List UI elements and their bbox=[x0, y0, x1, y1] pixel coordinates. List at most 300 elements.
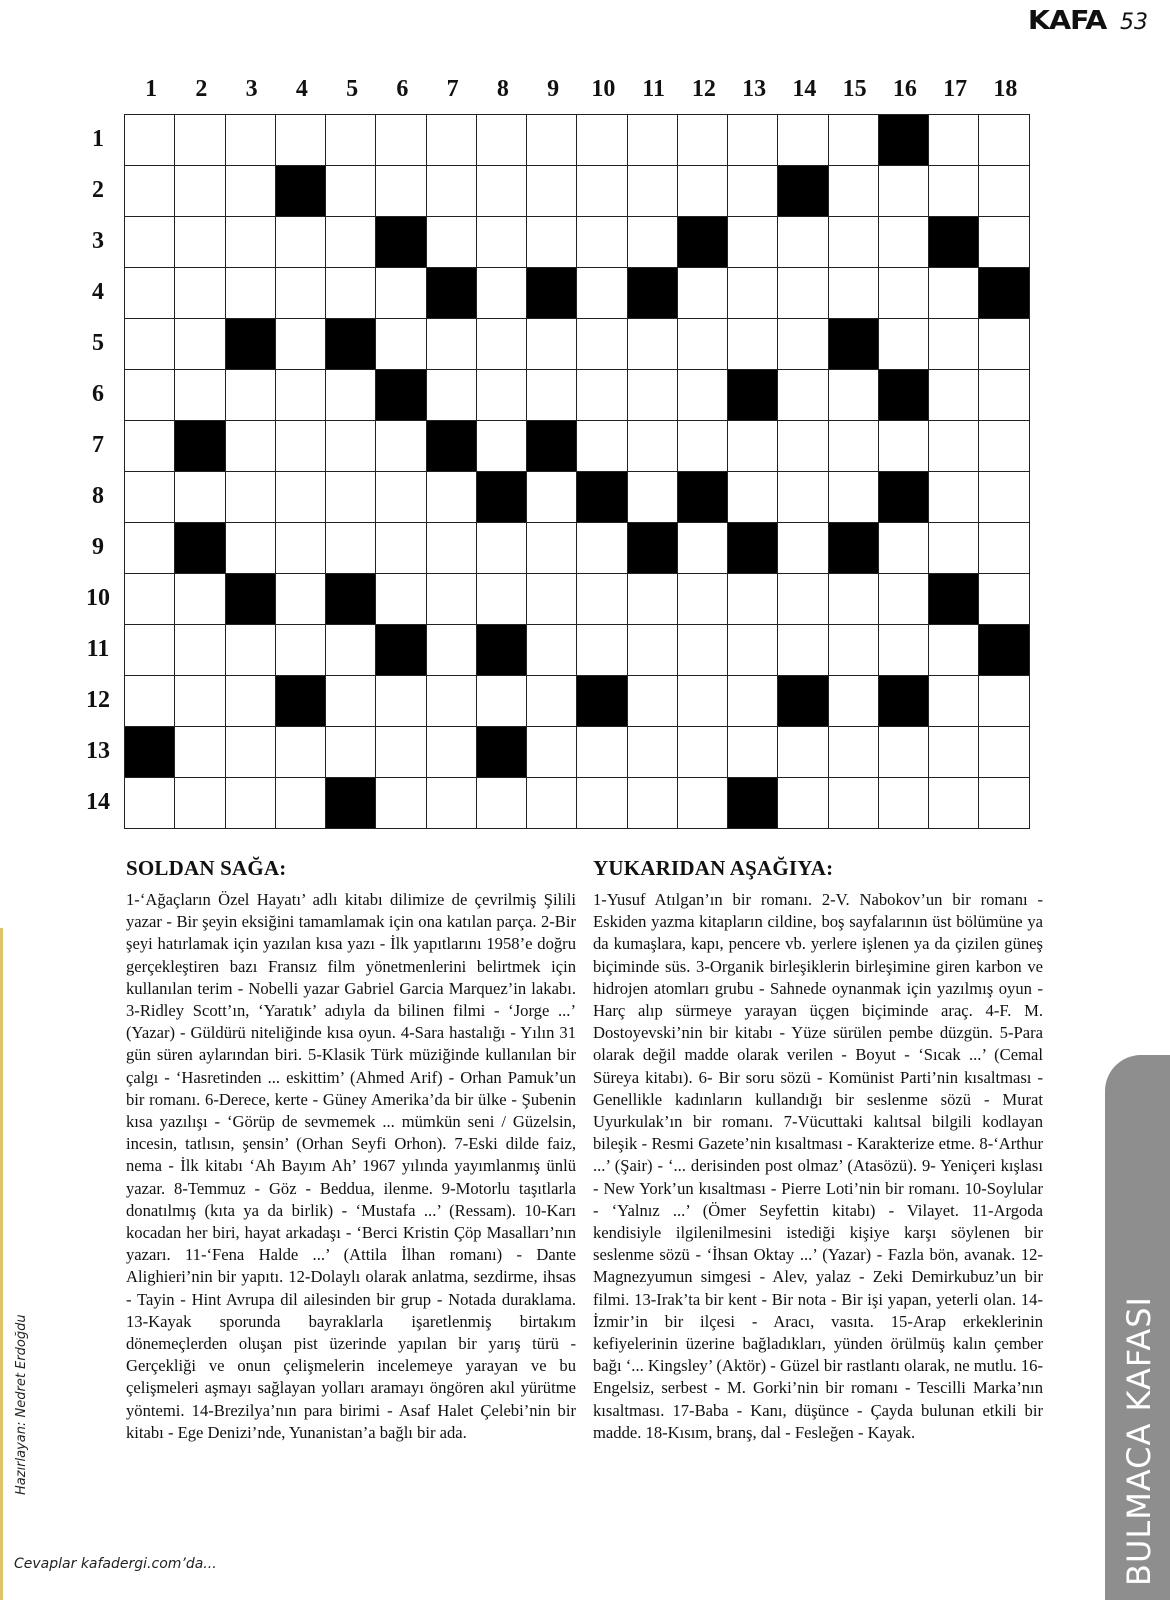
answer-cell[interactable] bbox=[979, 217, 1029, 268]
author-credit: Hazırlayan: Nedret Erdoğdu bbox=[14, 1314, 29, 1495]
black-cell bbox=[929, 217, 979, 268]
answer-cell[interactable] bbox=[678, 421, 728, 472]
row-number: 7 bbox=[92, 432, 104, 458]
black-cell bbox=[175, 523, 225, 574]
black-cell bbox=[678, 472, 728, 523]
answer-cell[interactable] bbox=[879, 523, 929, 574]
answer-cell[interactable] bbox=[276, 370, 326, 421]
black-cell bbox=[276, 676, 326, 727]
column-number: 5 bbox=[346, 76, 359, 102]
column-number: 18 bbox=[993, 76, 1018, 102]
answer-cell[interactable] bbox=[979, 421, 1029, 472]
black-cell bbox=[527, 268, 577, 319]
answer-cell[interactable] bbox=[879, 421, 929, 472]
answer-cell[interactable] bbox=[326, 625, 376, 676]
answer-cell[interactable] bbox=[226, 268, 276, 319]
answer-cell[interactable] bbox=[427, 574, 477, 625]
column-number: 13 bbox=[742, 76, 767, 102]
answer-cell[interactable] bbox=[477, 778, 527, 829]
answer-cell[interactable] bbox=[326, 268, 376, 319]
down-clues bbox=[593, 856, 1043, 1444]
answer-cell[interactable] bbox=[276, 421, 326, 472]
answer-cell[interactable] bbox=[577, 778, 627, 829]
answer-cell[interactable] bbox=[778, 523, 828, 574]
column-number: 10 bbox=[591, 76, 616, 102]
row-number: 14 bbox=[86, 789, 110, 815]
answer-cell[interactable] bbox=[477, 421, 527, 472]
answer-cell[interactable] bbox=[175, 268, 225, 319]
answer-cell[interactable] bbox=[175, 676, 225, 727]
row-number: 2 bbox=[92, 177, 104, 203]
answer-cell[interactable] bbox=[477, 268, 527, 319]
answer-cell[interactable] bbox=[527, 370, 577, 421]
answer-cell[interactable] bbox=[829, 625, 879, 676]
answer-cell[interactable] bbox=[829, 166, 879, 217]
answer-cell[interactable] bbox=[929, 676, 979, 727]
answer-cell[interactable] bbox=[226, 625, 276, 676]
answer-cell[interactable] bbox=[326, 523, 376, 574]
answer-cell[interactable] bbox=[979, 727, 1029, 778]
answer-cell[interactable] bbox=[728, 268, 778, 319]
answer-cell[interactable] bbox=[477, 574, 527, 625]
page-edge-accent bbox=[0, 928, 3, 1600]
answer-cell[interactable] bbox=[678, 625, 728, 676]
row-number: 9 bbox=[92, 534, 104, 560]
masthead bbox=[1027, 6, 1148, 36]
answer-cell[interactable] bbox=[527, 523, 577, 574]
answer-cell[interactable] bbox=[376, 727, 426, 778]
black-cell bbox=[879, 115, 929, 166]
answer-cell[interactable] bbox=[929, 421, 979, 472]
answer-cell[interactable] bbox=[427, 676, 477, 727]
answer-cell[interactable] bbox=[175, 778, 225, 829]
black-cell bbox=[929, 574, 979, 625]
answer-cell[interactable] bbox=[125, 523, 175, 574]
answer-cell[interactable] bbox=[879, 217, 929, 268]
answer-cell[interactable] bbox=[829, 370, 879, 421]
answer-cell[interactable] bbox=[427, 523, 477, 574]
answer-cell[interactable] bbox=[125, 778, 175, 829]
answer-cell[interactable] bbox=[175, 472, 225, 523]
answer-cell[interactable] bbox=[326, 115, 376, 166]
answer-cell[interactable] bbox=[427, 319, 477, 370]
black-cell bbox=[678, 217, 728, 268]
answer-cell[interactable] bbox=[778, 217, 828, 268]
answer-cell[interactable] bbox=[778, 115, 828, 166]
answer-cell[interactable] bbox=[276, 115, 326, 166]
answer-cell[interactable] bbox=[829, 676, 879, 727]
answer-cell[interactable] bbox=[728, 421, 778, 472]
black-cell bbox=[778, 676, 828, 727]
answer-cell[interactable] bbox=[376, 778, 426, 829]
answer-cell[interactable] bbox=[879, 727, 929, 778]
answer-cell[interactable] bbox=[929, 166, 979, 217]
answer-cell[interactable] bbox=[175, 319, 225, 370]
answer-cell[interactable] bbox=[477, 217, 527, 268]
answer-cell[interactable] bbox=[577, 166, 627, 217]
answer-cell[interactable] bbox=[778, 370, 828, 421]
across-clues bbox=[126, 856, 576, 1444]
answer-cell[interactable] bbox=[929, 370, 979, 421]
answer-cell[interactable] bbox=[175, 370, 225, 421]
answer-cell[interactable] bbox=[226, 778, 276, 829]
answer-cell[interactable] bbox=[829, 778, 879, 829]
black-cell bbox=[376, 625, 426, 676]
black-cell bbox=[577, 472, 627, 523]
answer-cell[interactable] bbox=[326, 676, 376, 727]
answer-cell[interactable] bbox=[979, 472, 1029, 523]
answer-cell[interactable] bbox=[577, 268, 627, 319]
black-cell bbox=[477, 727, 527, 778]
answer-cell[interactable] bbox=[125, 625, 175, 676]
answer-cell[interactable] bbox=[778, 574, 828, 625]
answer-cell[interactable] bbox=[175, 217, 225, 268]
answer-cell[interactable] bbox=[376, 319, 426, 370]
answer-cell[interactable] bbox=[678, 370, 728, 421]
answer-cell[interactable] bbox=[577, 625, 627, 676]
row-number: 13 bbox=[86, 738, 110, 764]
answer-cell[interactable] bbox=[477, 676, 527, 727]
answer-cell[interactable] bbox=[527, 676, 577, 727]
black-cell bbox=[628, 268, 678, 319]
answer-cell[interactable] bbox=[527, 625, 577, 676]
answer-cell[interactable] bbox=[728, 115, 778, 166]
row-number: 10 bbox=[86, 585, 110, 611]
answer-cell[interactable] bbox=[276, 472, 326, 523]
answer-cell[interactable] bbox=[376, 421, 426, 472]
answer-cell[interactable] bbox=[879, 625, 929, 676]
answer-cell[interactable] bbox=[125, 217, 175, 268]
black-cell bbox=[979, 625, 1029, 676]
answer-cell[interactable] bbox=[125, 370, 175, 421]
answer-cell[interactable] bbox=[276, 217, 326, 268]
answer-cell[interactable] bbox=[427, 370, 477, 421]
column-number: 9 bbox=[547, 76, 560, 102]
answer-cell[interactable] bbox=[276, 268, 326, 319]
answer-cell[interactable] bbox=[376, 523, 426, 574]
answer-cell[interactable] bbox=[427, 727, 477, 778]
answer-cell[interactable] bbox=[778, 268, 828, 319]
answer-cell[interactable] bbox=[879, 778, 929, 829]
answer-cell[interactable] bbox=[628, 217, 678, 268]
black-cell bbox=[979, 268, 1029, 319]
answer-cell[interactable] bbox=[628, 676, 678, 727]
answer-cell[interactable] bbox=[728, 217, 778, 268]
black-cell bbox=[326, 319, 376, 370]
answer-cell[interactable] bbox=[175, 574, 225, 625]
answer-cell[interactable] bbox=[628, 778, 678, 829]
answer-cell[interactable] bbox=[175, 115, 225, 166]
answer-cell[interactable] bbox=[628, 574, 678, 625]
answer-cell[interactable] bbox=[376, 676, 426, 727]
answer-cell[interactable] bbox=[678, 115, 728, 166]
answer-cell[interactable] bbox=[728, 676, 778, 727]
answer-cell[interactable] bbox=[929, 472, 979, 523]
answer-cell[interactable] bbox=[427, 115, 477, 166]
black-cell bbox=[577, 676, 627, 727]
black-cell bbox=[477, 472, 527, 523]
answer-cell[interactable] bbox=[175, 625, 225, 676]
answer-cell[interactable] bbox=[527, 472, 577, 523]
answer-cell[interactable] bbox=[879, 166, 929, 217]
answer-cell[interactable] bbox=[678, 166, 728, 217]
answer-cell[interactable] bbox=[678, 778, 728, 829]
across-clue-text: 1-‘Ağaçların Özel Hayatı’ adlı kitabı dilimize de çevrilmiş Şilili yazar - Bir şeyin eksiğini tamamlamak için ona katılan parça. 2-Bir şeyi hatırlamak için yazılan kısa yazı - İlk yapıtlarını 1958’e doğru gerçekleştiren bazı Fransız film yönetmenlerini belirtmek için kullanılan terim - Nobelli yazar Gabriel Garcia Marquez’in lakabı. 3-Ridley Scott’ın, ‘Yaratık’ adıyla da bilinen filmi - ‘Jorge ...’ (Yazar) - Güldürü niteliğinde kısa oyun. 4-Sara hastalığı - Yılın 31 gün süren aylarından biri. 5-Klasik Türk müziğinde kullanılan bir çalgı - ‘Hasretinden ... eskittim’ (Ahmed Arif) - Orhan Pamuk’un bir romanı. 6-Derece, kerte - Güney Amerika’da bir ülke - Şubenin kısa yazılışı - ‘Görüp de sevmemek ... mümkün seni / Güzelsin, incesin, tatlısın, şensin’ (Orhan Seyfi Orhon). 7-Eski dilde faiz, nema - İlk kitabı ‘Ah Bayım Ah’ 1967 yılında yayımlanmış ünlü yazar. 8-Temmuz - Göz - Beddua, ilenme. 9-Motorlu taşıtlarla donatılmış (kıta ya da birlik) - ‘Mustafa ...’ (Ressam). 10-Karı kocadan her biri, hayat arkadaşı - ‘Berci Kristin Çöp Masalları’nın yazarı. 11-‘Fena Halde ...’ (Attila İlhan romanı) - Dante Alighieri’nin bir yapıtı. 12-Dolaylı olarak anlatma, sezdirme, ihsas - Tayin - Hint Avrupa dil ailesinden bir grup - Notada duraklama. 13-Kayak sporunda bayraklarla işaretlenmiş birtakım dönemeçlerden oluşan pist üzerinde yapılan bir yarış türü - Gerçekliği ve onun çelişmelerin incelemeye yarayan ve bu çelişmeleri aşmayı sağlayan yolları aramayı öngören akıl yürütme yöntemi. 14-Brezilya’nın para birimi - Asaf Halet Çelebi’nin bir kitabı - Ege Denizi’nde, Yunanistan’a bağlı bir ada. bbox=[126, 890, 576, 1442]
answer-cell[interactable] bbox=[678, 727, 728, 778]
answer-cell[interactable] bbox=[577, 370, 627, 421]
black-cell bbox=[879, 472, 929, 523]
answer-cell[interactable] bbox=[527, 217, 577, 268]
answer-cell[interactable] bbox=[527, 319, 577, 370]
answer-cell[interactable] bbox=[125, 115, 175, 166]
answer-cell[interactable] bbox=[427, 778, 477, 829]
black-cell bbox=[728, 778, 778, 829]
black-cell bbox=[427, 268, 477, 319]
black-cell bbox=[829, 319, 879, 370]
answer-cell[interactable] bbox=[979, 115, 1029, 166]
black-cell bbox=[778, 166, 828, 217]
column-number: 15 bbox=[842, 76, 867, 102]
answer-cell[interactable] bbox=[728, 166, 778, 217]
answer-cell[interactable] bbox=[125, 166, 175, 217]
black-cell bbox=[376, 217, 426, 268]
column-number: 8 bbox=[496, 76, 509, 102]
column-number: 3 bbox=[245, 76, 258, 102]
answers-note: Cevaplar kafadergi.com’da... bbox=[14, 1556, 217, 1572]
answer-cell[interactable] bbox=[125, 676, 175, 727]
answer-cell[interactable] bbox=[226, 166, 276, 217]
answer-cell[interactable] bbox=[628, 319, 678, 370]
side-tab-label: BULMACA KAFASI bbox=[1120, 1296, 1158, 1586]
across-title: SOLDAN SAĞA: bbox=[126, 856, 287, 880]
answer-cell[interactable] bbox=[226, 115, 276, 166]
column-number: 6 bbox=[396, 76, 409, 102]
answer-cell[interactable] bbox=[577, 574, 627, 625]
answer-cell[interactable] bbox=[376, 115, 426, 166]
answer-cell[interactable] bbox=[628, 472, 678, 523]
answer-cell[interactable] bbox=[778, 421, 828, 472]
answer-cell[interactable] bbox=[778, 625, 828, 676]
answer-cell[interactable] bbox=[929, 268, 979, 319]
answer-cell[interactable] bbox=[778, 778, 828, 829]
answer-cell[interactable] bbox=[829, 574, 879, 625]
magazine-logo: KAFA bbox=[1027, 6, 1106, 36]
column-number: 14 bbox=[792, 76, 817, 102]
answer-cell[interactable] bbox=[527, 574, 577, 625]
row-number: 4 bbox=[92, 279, 104, 305]
column-number: 12 bbox=[691, 76, 716, 102]
answer-cell[interactable] bbox=[477, 523, 527, 574]
answer-cell[interactable] bbox=[125, 319, 175, 370]
answer-cell[interactable] bbox=[226, 421, 276, 472]
column-numbers bbox=[126, 76, 1031, 103]
answer-cell[interactable] bbox=[678, 523, 728, 574]
answer-cell[interactable] bbox=[628, 115, 678, 166]
answer-cell[interactable] bbox=[276, 574, 326, 625]
answer-cell[interactable] bbox=[979, 523, 1029, 574]
answer-cell[interactable] bbox=[276, 727, 326, 778]
column-number: 7 bbox=[446, 76, 459, 102]
answer-cell[interactable] bbox=[929, 523, 979, 574]
answer-cell[interactable] bbox=[326, 472, 376, 523]
answer-cell[interactable] bbox=[929, 778, 979, 829]
answer-cell[interactable] bbox=[979, 370, 1029, 421]
answer-cell[interactable] bbox=[477, 115, 527, 166]
black-cell bbox=[879, 370, 929, 421]
answer-cell[interactable] bbox=[979, 778, 1029, 829]
answer-cell[interactable] bbox=[125, 268, 175, 319]
answer-cell[interactable] bbox=[577, 319, 627, 370]
page-number: 53 bbox=[1120, 10, 1148, 35]
answer-cell[interactable] bbox=[276, 778, 326, 829]
answer-cell[interactable] bbox=[628, 421, 678, 472]
answer-cell[interactable] bbox=[628, 625, 678, 676]
down-clue-text: 1-Yusuf Atılgan’ın bir romanı. 2-V. Nabokov’un bir romanı - Eskiden yazma kitapların cildine, boş sayfalarının üst bölümüne ya da kumaşlara, kapı, pencere vb. yerlere işlenen ya da çizilen güneş biçiminde süs. 3-Organik birleşiklerin birleşimine giren karbon ve hidrojen atomları grubu - Sahnede oynanmak için yazılmış oyun - Harç alıp sürmeye yarayan üçgen biçiminde araç. 4-F. M. Dostoyevski’nin bir kitabı - Yüze sürülen pembe düzgün. 5-Para olarak değil madde olarak verilen - Boyut - ‘Sıcak ...’ (Cemal Süreya kitabı). 6- Bir soru sözü - Komünist Parti’nin kısaltması - Genellikle kadınların kullandığı bir seslenme sözü - Murat Uyurkulak’ın bir romanı. 7-Vücuttaki kalıtsal bilgili kodlayan bileşik - Resmi Gazete’nin kısaltması - Karakterize etme. 8-‘Arthur ...’ (Şair) - ‘... derisinden post olmaz’ (Atasözü). 9- Yeniçeri kışlası - New York’un kısaltması - Pierre Loti’nin bir romanı. 10-Soylular - ‘Yalnız ...’ (Ömer Seyfettin kitabı) - Vilayet. 11-Argoda kendisiyle ilgilenilmesini istediği kişiye karşı söylenen bir seslenme sözü - ‘İhsan Oktay ...’ (Yazar) - Fazla bön, avanak. 12-Magnezyumun simgesi - Alev, yalaz - Zeki Demirkubuz’un bir filmi. 13-Irak’ta bir kent - Bir nota - Bir işi yapan, yeterli olan. 14-İzmir’in bir ilçesi - Aracı, vasıta. 15-Arap erkeklerinin kefiyelerinin üzerine bağladıkları, yünden örülmüş kalın çember bağı ‘... Kingsley’ (Aktör) - Güzel bir rastlantı olarak, ne mutlu. 16-Engelsiz, serbest - M. Gorki’nin bir romanı - Tescilli Marka’nın kısaltması. 17-Baba - Kanı, düşünce - Çayda bulunan etkili bir madde. 18-Kısım, branş, dal - Fesleğen - Kayak. bbox=[593, 890, 1043, 1442]
answer-cell[interactable] bbox=[929, 625, 979, 676]
answer-cell[interactable] bbox=[427, 217, 477, 268]
row-number: 1 bbox=[92, 126, 104, 152]
answer-cell[interactable] bbox=[778, 727, 828, 778]
answer-cell[interactable] bbox=[276, 319, 326, 370]
black-cell bbox=[477, 625, 527, 676]
answer-cell[interactable] bbox=[728, 319, 778, 370]
answer-cell[interactable] bbox=[276, 523, 326, 574]
column-number: 16 bbox=[892, 76, 917, 102]
black-cell bbox=[125, 727, 175, 778]
answer-cell[interactable] bbox=[628, 727, 678, 778]
answer-cell[interactable] bbox=[175, 166, 225, 217]
answer-cell[interactable] bbox=[376, 472, 426, 523]
answer-cell[interactable] bbox=[778, 472, 828, 523]
answer-cell[interactable] bbox=[678, 268, 728, 319]
black-cell bbox=[829, 523, 879, 574]
row-numbers bbox=[78, 114, 118, 828]
answer-cell[interactable] bbox=[427, 472, 477, 523]
answer-cell[interactable] bbox=[929, 319, 979, 370]
answer-cell[interactable] bbox=[929, 727, 979, 778]
answer-cell[interactable] bbox=[326, 421, 376, 472]
row-number: 12 bbox=[86, 687, 110, 713]
answer-cell[interactable] bbox=[276, 625, 326, 676]
column-number: 4 bbox=[295, 76, 308, 102]
answer-cell[interactable] bbox=[577, 217, 627, 268]
column-number: 1 bbox=[145, 76, 158, 102]
answer-cell[interactable] bbox=[979, 676, 1029, 727]
answer-cell[interactable] bbox=[728, 727, 778, 778]
answer-cell[interactable] bbox=[778, 319, 828, 370]
answer-cell[interactable] bbox=[879, 574, 929, 625]
answer-cell[interactable] bbox=[979, 166, 1029, 217]
answer-cell[interactable] bbox=[326, 217, 376, 268]
row-number: 11 bbox=[86, 636, 110, 662]
answer-cell[interactable] bbox=[376, 268, 426, 319]
answer-cell[interactable] bbox=[628, 370, 678, 421]
answer-cell[interactable] bbox=[226, 217, 276, 268]
answer-cell[interactable] bbox=[728, 574, 778, 625]
black-cell bbox=[728, 523, 778, 574]
answer-cell[interactable] bbox=[728, 472, 778, 523]
answer-cell[interactable] bbox=[326, 727, 376, 778]
row-number: 6 bbox=[92, 381, 104, 407]
answer-cell[interactable] bbox=[527, 115, 577, 166]
answer-cell[interactable] bbox=[879, 319, 929, 370]
answer-cell[interactable] bbox=[527, 727, 577, 778]
answer-cell[interactable] bbox=[125, 472, 175, 523]
row-number: 3 bbox=[92, 228, 104, 254]
answer-cell[interactable] bbox=[326, 370, 376, 421]
answer-cell[interactable] bbox=[829, 217, 879, 268]
answer-cell[interactable] bbox=[125, 574, 175, 625]
answer-cell[interactable] bbox=[829, 115, 879, 166]
answer-cell[interactable] bbox=[527, 166, 577, 217]
row-number: 5 bbox=[92, 330, 104, 356]
answer-cell[interactable] bbox=[226, 370, 276, 421]
column-number: 17 bbox=[943, 76, 968, 102]
answer-cell[interactable] bbox=[577, 421, 627, 472]
answer-cell[interactable] bbox=[829, 727, 879, 778]
black-cell bbox=[427, 421, 477, 472]
answer-cell[interactable] bbox=[979, 319, 1029, 370]
column-number: 2 bbox=[195, 76, 208, 102]
answer-cell[interactable] bbox=[628, 166, 678, 217]
answer-cell[interactable] bbox=[226, 472, 276, 523]
answer-cell[interactable] bbox=[929, 115, 979, 166]
black-cell bbox=[728, 370, 778, 421]
black-cell bbox=[326, 778, 376, 829]
answer-cell[interactable] bbox=[376, 574, 426, 625]
crossword-grid bbox=[124, 114, 1030, 829]
black-cell bbox=[879, 676, 929, 727]
black-cell bbox=[376, 370, 426, 421]
answer-cell[interactable] bbox=[226, 676, 276, 727]
answer-cell[interactable] bbox=[829, 268, 879, 319]
answer-cell[interactable] bbox=[376, 166, 426, 217]
answer-cell[interactable] bbox=[226, 727, 276, 778]
answer-cell[interactable] bbox=[829, 472, 879, 523]
black-cell bbox=[226, 319, 276, 370]
answer-cell[interactable] bbox=[577, 523, 627, 574]
column-number: 11 bbox=[642, 76, 665, 102]
black-cell bbox=[527, 421, 577, 472]
answer-cell[interactable] bbox=[527, 778, 577, 829]
answer-cell[interactable] bbox=[477, 166, 527, 217]
answer-cell[interactable] bbox=[326, 166, 376, 217]
answer-cell[interactable] bbox=[226, 523, 276, 574]
black-cell bbox=[628, 523, 678, 574]
answer-cell[interactable] bbox=[477, 370, 527, 421]
answer-cell[interactable] bbox=[125, 421, 175, 472]
answer-cell[interactable] bbox=[678, 676, 728, 727]
answer-cell[interactable] bbox=[577, 115, 627, 166]
row-number: 8 bbox=[92, 483, 104, 509]
answer-cell[interactable] bbox=[427, 625, 477, 676]
black-cell bbox=[276, 166, 326, 217]
answer-cell[interactable] bbox=[829, 421, 879, 472]
answer-cell[interactable] bbox=[175, 727, 225, 778]
answer-cell[interactable] bbox=[477, 319, 527, 370]
answer-cell[interactable] bbox=[678, 574, 728, 625]
answer-cell[interactable] bbox=[728, 625, 778, 676]
answer-cell[interactable] bbox=[879, 268, 929, 319]
black-cell bbox=[175, 421, 225, 472]
down-title: YUKARIDAN AŞAĞIYA: bbox=[593, 856, 834, 880]
black-cell bbox=[226, 574, 276, 625]
answer-cell[interactable] bbox=[427, 166, 477, 217]
answer-cell[interactable] bbox=[979, 574, 1029, 625]
answer-cell[interactable] bbox=[577, 727, 627, 778]
answer-cell[interactable] bbox=[678, 319, 728, 370]
black-cell bbox=[326, 574, 376, 625]
